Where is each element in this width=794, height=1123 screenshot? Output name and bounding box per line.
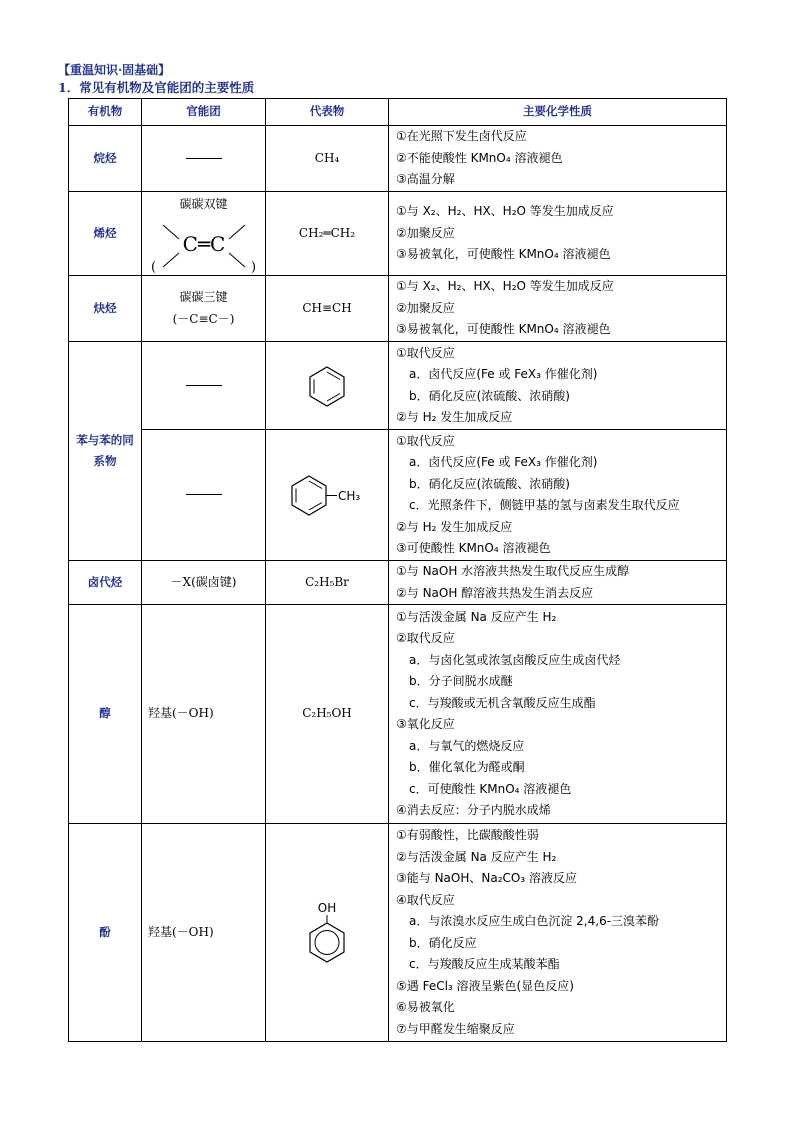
table-row-phenol [69, 824, 727, 1042]
property-line: ③易被氧化，可使酸性 KMnO₄ 溶液褪色 [396, 322, 611, 337]
properties-cell [389, 605, 727, 824]
table-row-alkane [69, 126, 727, 192]
properties-cell [389, 824, 727, 1042]
property-line: ⑤遇 FeCl₃ 溶液呈紫色(显色反应) [396, 978, 574, 993]
representative-cell: CH₄ [266, 126, 389, 192]
property-line: ③可使酸性 KMnO₄ 溶液褪色 [396, 541, 551, 555]
category-cell: 酚 [69, 824, 142, 1042]
representative-cell [266, 342, 389, 430]
functional-group-cell [142, 192, 266, 276]
representative-cell [266, 430, 389, 561]
functional-group-formula: (－C≡C－) [172, 311, 235, 326]
property-line: a．与氧气的燃烧反应 [409, 738, 525, 753]
double-bond-structure [149, 213, 259, 273]
representative-cell: C₂H₅Br [266, 561, 389, 605]
functional-group-cell: －X(碳卤键) [142, 561, 266, 605]
functional-group-cell: 羟基(－OH) [142, 824, 266, 1042]
category-cell: 烷烃 [69, 126, 142, 192]
category-cell: 苯与苯的同系物 [69, 342, 142, 561]
methyl-label: CH₃ [338, 489, 361, 503]
property-line: b．硝化反应(浓硫酸、浓硝酸) [409, 388, 570, 403]
property-line: a．卤代反应(Fe 或 FeX₃ 作催化剂) [409, 367, 598, 381]
phenol-structure-icon [302, 900, 352, 966]
header-representative: 代表物 [266, 99, 389, 126]
benzene-ring-icon [304, 363, 350, 409]
property-line: ②与 H₂ 发生加成反应 [396, 410, 513, 424]
table-row-alkene [69, 192, 727, 276]
property-line: ①与 NaOH 水溶液共热发生取代反应生成醇 [396, 564, 630, 578]
structure-text: C═C [182, 231, 225, 256]
properties-cell [389, 342, 727, 430]
table-row-alkyne [69, 276, 727, 342]
property-line: ⑦与甲醛发生缩聚反应 [396, 1021, 515, 1036]
property-line: ①取代反应 [396, 433, 455, 448]
functional-group-label: 碳碳三键 [179, 290, 228, 304]
property-line: ②取代反应 [396, 631, 455, 645]
property-line: ④消去反应：分子内脱水成烯 [396, 803, 551, 817]
properties-cell [389, 276, 727, 342]
property-line: b．硝化反应(浓硫酸、浓硝酸) [409, 476, 570, 491]
property-line: c．与羧酸或无机含氧酸反应生成酯 [409, 695, 596, 710]
property-line: ②与 H₂ 发生加成反应 [396, 519, 513, 534]
representative-cell: C₂H₅OH [266, 605, 389, 824]
property-line: c．与羧酸反应生成某酸苯酯 [409, 957, 560, 971]
functional-group-cell [142, 342, 266, 430]
property-line: ①有弱酸性，比碳酸酸性弱 [396, 828, 539, 842]
property-line: a．与卤化氢或浓氢卤酸反应生成卤代烃 [409, 652, 621, 667]
none-dash [186, 494, 222, 495]
properties-cell [389, 561, 727, 605]
property-line: ②与活泼金属 Na 反应产生 H₂ [396, 849, 557, 864]
category-cell: 烯烃 [69, 192, 142, 276]
category-cell: 炔烃 [69, 276, 142, 342]
functional-group-label: 碳碳双键 [179, 196, 228, 211]
functional-group-cell: 羟基(－OH) [142, 605, 266, 824]
table-row-toluene [69, 430, 727, 561]
section-heading: 1．常见有机物及官能团的主要性质 [58, 80, 255, 95]
property-line: ①与活泼金属 Na 反应产生 H₂ [396, 609, 557, 624]
property-line: ③氧化反应 [396, 717, 455, 731]
property-line: c．可使酸性 KMnO₄ 溶液褪色 [409, 781, 572, 796]
functional-group-cell [142, 430, 266, 561]
section-label: 【重温知识·固基础】 [58, 63, 171, 77]
property-line: ③高温分解 [396, 172, 455, 187]
header-organic: 有机物 [69, 99, 142, 126]
toluene-structure-icon [287, 472, 367, 518]
property-line: a．卤代反应(Fe 或 FeX₃ 作催化剂) [409, 455, 598, 469]
organic-properties-table [68, 98, 727, 1042]
property-line: ④取代反应 [396, 892, 455, 907]
property-line: b．分子间脱水成醚 [409, 674, 513, 688]
none-dash [186, 158, 222, 159]
table-row-benzene [69, 342, 727, 430]
svg-text:(: ( [150, 259, 156, 273]
property-line: ②与 NaOH 醇溶液共热发生消去反应 [396, 585, 594, 600]
properties-cell [389, 430, 727, 561]
property-line: ②加聚反应 [396, 300, 455, 315]
property-line: ⑥易被氧化 [396, 1000, 455, 1014]
hydroxyl-label: OH [317, 900, 337, 915]
none-dash [186, 385, 222, 386]
property-line: b．催化氧化为醛或酮 [409, 760, 525, 774]
header-functional-group: 官能团 [142, 99, 266, 126]
functional-group-cell [142, 126, 266, 192]
property-line: ①与 X₂、H₂、HX、H₂O 等发生加成反应 [396, 204, 614, 219]
property-line: b．硝化反应 [409, 935, 477, 950]
property-line: ③能与 NaOH、Na₂CO₃ 溶液反应 [396, 871, 577, 885]
table-row-alcohol [69, 605, 727, 824]
property-line: a．与浓溴水反应生成白色沉淀 2,4,6-三溴苯酚 [409, 914, 660, 928]
representative-cell: CH₂═CH₂ [266, 192, 389, 276]
properties-cell [389, 192, 727, 276]
property-line: ③易被氧化，可使酸性 KMnO₄ 溶液褪色 [396, 247, 611, 262]
table-row-haloalkane [69, 561, 727, 605]
property-line: ②加聚反应 [396, 225, 455, 240]
table-header-row [69, 99, 727, 126]
header-properties: 主要化学性质 [389, 99, 727, 126]
property-line: ①与 X₂、H₂、HX、H₂O 等发生加成反应 [396, 279, 614, 294]
property-line: ②不能使酸性 KMnO₄ 溶液褪色 [396, 150, 563, 165]
representative-cell: CH≡CH [266, 276, 389, 342]
property-line: c．光照条件下，侧链甲基的氢与卤素发生取代反应 [409, 498, 680, 512]
category-cell: 卤代烃 [69, 561, 142, 605]
properties-cell [389, 126, 727, 192]
svg-text:): ) [250, 259, 256, 273]
representative-cell [266, 824, 389, 1042]
property-line: ①取代反应 [396, 345, 455, 360]
functional-group-cell [142, 276, 266, 342]
category-cell: 醇 [69, 605, 142, 824]
property-line: ①在光照下发生卤代反应 [396, 129, 527, 144]
